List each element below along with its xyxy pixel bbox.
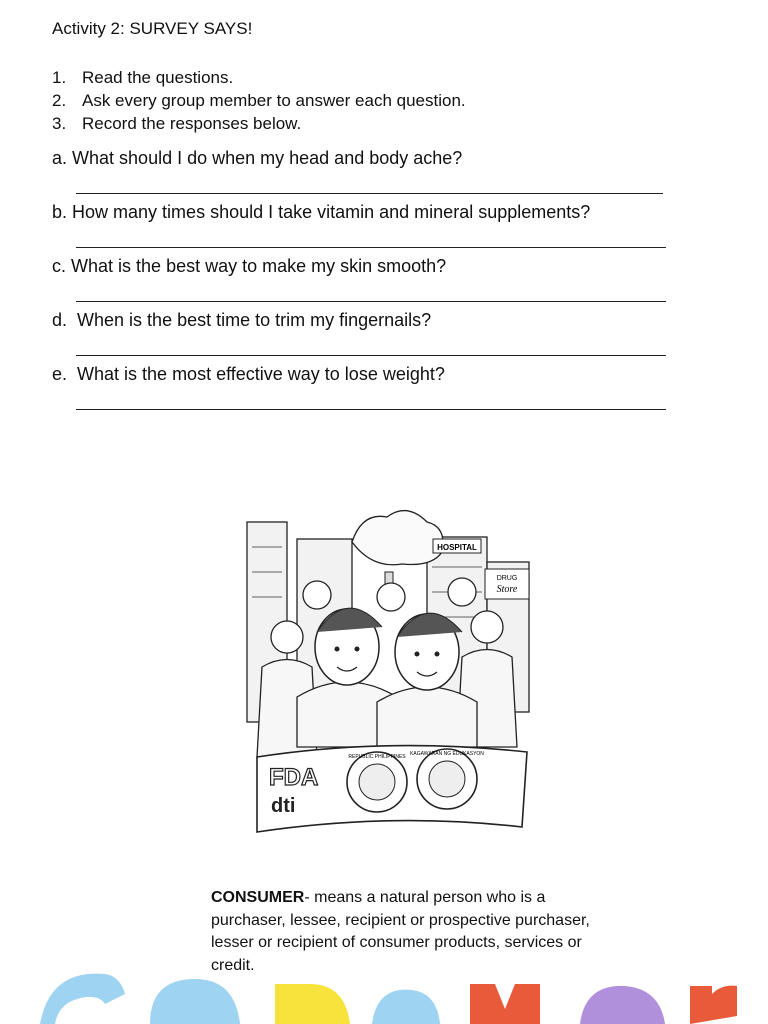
definition-term: CONSUMER	[211, 889, 305, 906]
answer-line[interactable]	[76, 355, 666, 356]
answer-line[interactable]	[76, 193, 663, 194]
store-sign: Store	[496, 584, 518, 595]
answer-line[interactable]	[76, 409, 666, 410]
seal-left-text: REPUBLIC PHILIPPINES	[348, 754, 406, 760]
question-a: a. What should I do when my head and body ache?	[52, 148, 463, 168]
question-c: c. What is the best way to make my skin smooth?	[52, 256, 447, 276]
consumer-colored-logo	[0, 960, 768, 1024]
fda-logo: FDA	[269, 764, 319, 791]
question-b: b. How many times should I take vitamin and mineral supplements?	[52, 202, 591, 222]
logo-yellow-letter	[275, 984, 350, 1024]
instruction-item: 1. Read the questions.	[52, 68, 234, 87]
seal-right-text: KAGAWARAN NG EDUKASYON	[410, 751, 484, 757]
logo-red-letter	[690, 986, 737, 1024]
answer-line[interactable]	[76, 301, 666, 302]
question-d: d. When is the best time to trim my fingernails?	[52, 310, 432, 330]
logo-red-letter	[470, 984, 540, 1024]
answer-line[interactable]	[76, 247, 666, 248]
instruction-item: 2. Ask every group member to answer each question.	[52, 91, 466, 110]
logo-blue-letter	[372, 990, 440, 1024]
instruction-list	[52, 66, 466, 135]
consumer-illustration	[237, 467, 534, 840]
logo-blue-letter	[150, 979, 240, 1024]
dti-logo: dti	[271, 795, 296, 817]
definition-text: - means a natural person who is a purchaser, lessee, recipient or prospective purchaser, lesser or recipient of consumer products, services or credit.	[211, 889, 590, 974]
logo-purple-letter	[580, 986, 665, 1024]
logo-blue-letter	[40, 974, 125, 1024]
drug-sign: DRUG	[496, 575, 518, 582]
instruction-item: 3. Record the responses below.	[52, 114, 302, 133]
hospital-sign: HOSPITAL	[437, 543, 477, 552]
question-e: e. What is the most effective way to lose weight?	[52, 364, 445, 384]
activity-title: Activity 2: SURVEY SAYS!	[52, 19, 253, 38]
